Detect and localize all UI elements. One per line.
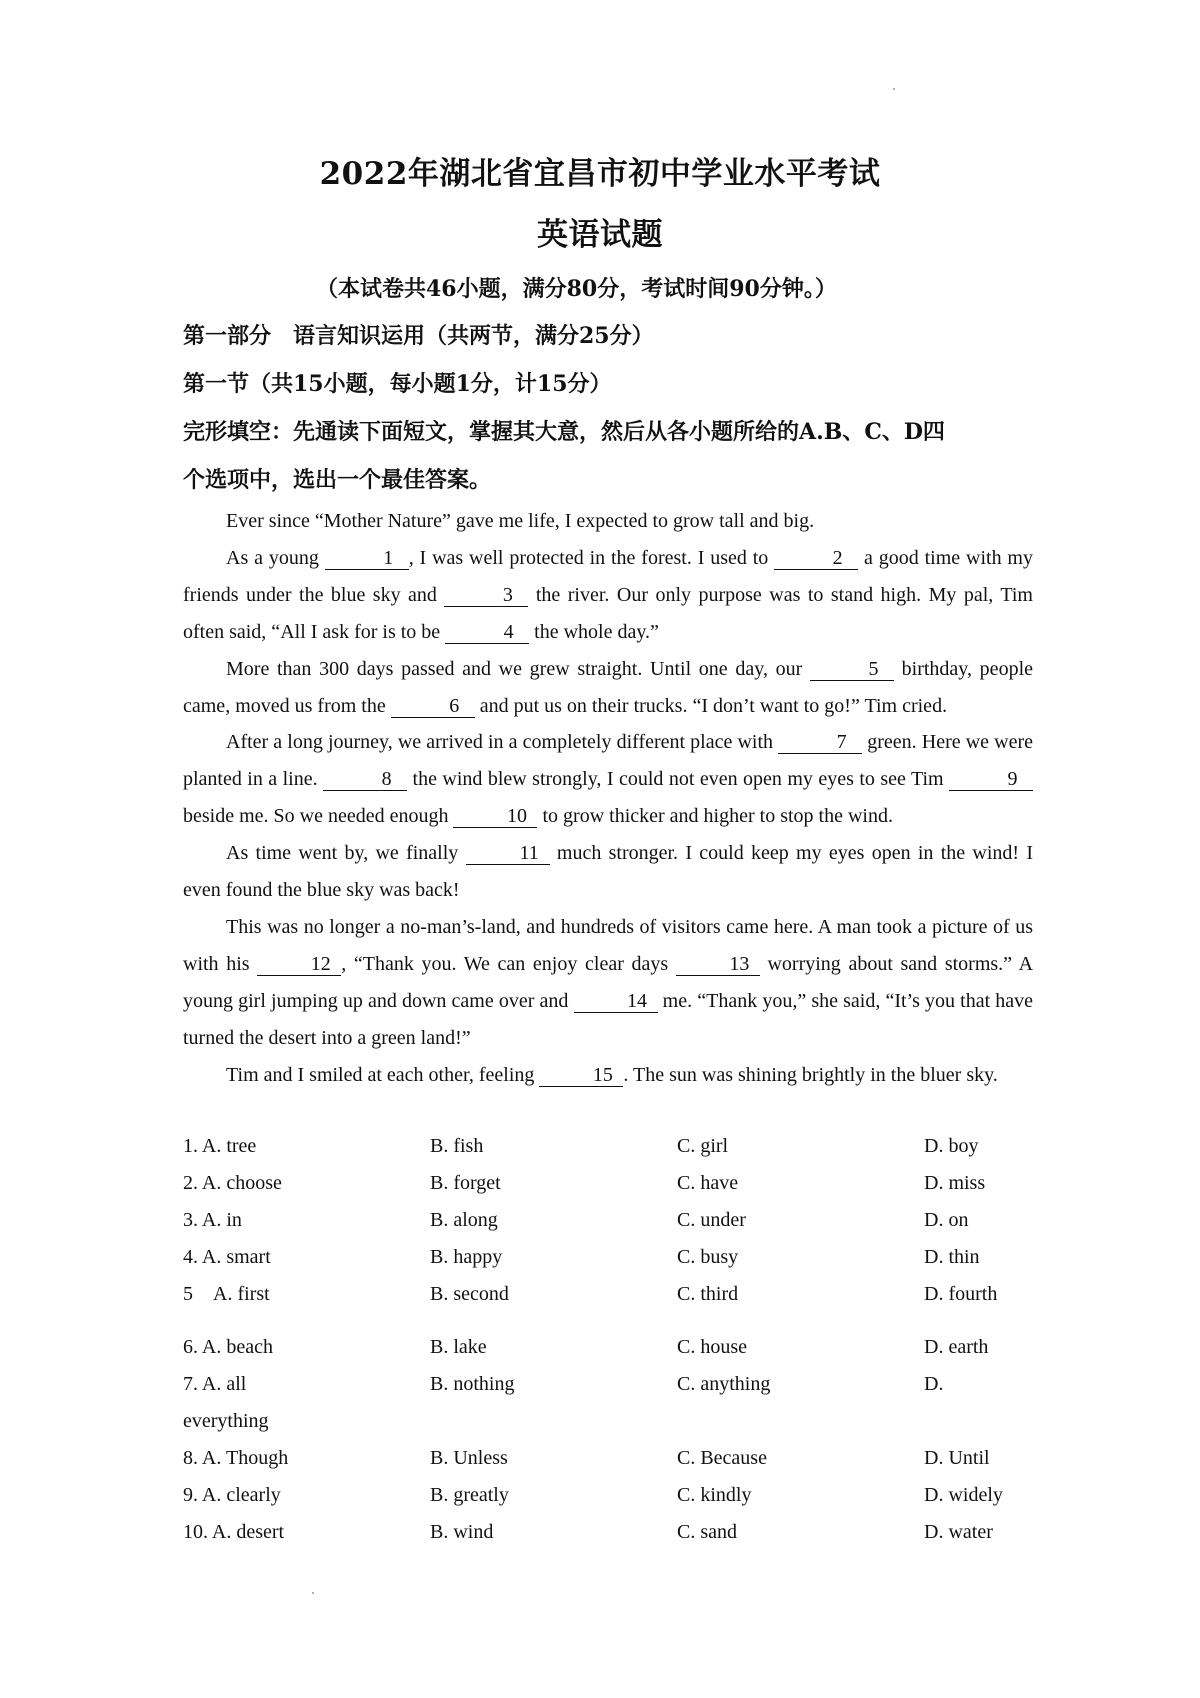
blank-1: 1 xyxy=(325,548,409,570)
option-d: D. thin xyxy=(924,1245,980,1268)
instruction-line-2: 个选项中，选出一个最佳答案。 xyxy=(183,467,492,493)
option-row xyxy=(183,1165,1043,1202)
option-a: 5 A. first xyxy=(183,1282,270,1305)
paragraph-3: More than 300 days passed and we grew straight. Until one day, our 5 birthday, people came, moved us from the 6 and put us on their trucks. “I don’t want to go!” Tim cried. xyxy=(183,657,1033,717)
option-d: D. miss xyxy=(924,1171,986,1194)
option-row xyxy=(183,1514,1043,1551)
option-c: C. have xyxy=(677,1171,739,1194)
option-a: 4. A. smart xyxy=(183,1245,271,1268)
option-c: C. anything xyxy=(677,1373,771,1396)
subject-title: 英语试题 xyxy=(537,217,663,253)
option-d-wrap: everything xyxy=(183,1410,269,1433)
paragraph-6: This was no longer a no-man’s-land, and hundreds of visitors came here. A man took a picture of us with his 12 , “Thank you. We can enjoy clear days 13 worrying about sand storms.” A young girl jumping up and down came over and 14 me. “Thank you,” she said, “It’s you that have turned the desert into a green land!” xyxy=(183,915,1034,1049)
option-a: 8. A. Though xyxy=(183,1447,289,1470)
option-d: D. water xyxy=(924,1520,993,1543)
option-d: D. fourth xyxy=(924,1282,998,1305)
option-d: D. earth xyxy=(924,1336,989,1359)
option-c: C. house xyxy=(677,1336,747,1359)
blank-5: 5 xyxy=(810,659,894,681)
option-row xyxy=(183,1403,1043,1440)
option-b: B. greatly xyxy=(430,1484,509,1507)
option-c: C. Because xyxy=(677,1447,767,1470)
blank-11: 11 xyxy=(466,843,550,865)
option-b: B. nothing xyxy=(430,1373,515,1396)
blank-9: 9 xyxy=(949,769,1033,791)
paragraph-5: As time went by, we finally 11 much stronger. I could keep my eyes open in the wind! I even found the blue sky was back! xyxy=(183,842,1034,902)
paragraph-7: Tim and I smiled at each other, feeling 15 . The sun was shining brightly in the bluer sky. xyxy=(226,1063,998,1086)
option-c: C. busy xyxy=(677,1245,739,1268)
option-d: D. xyxy=(924,1373,944,1396)
option-c: C. under xyxy=(677,1208,746,1231)
blank-13: 13 xyxy=(676,954,760,976)
section-title: 第一节（共15小题，每小题1分，计15分） xyxy=(183,371,612,397)
option-a: 3. A. in xyxy=(183,1208,242,1231)
option-a: 7. A. all xyxy=(183,1373,247,1396)
option-row xyxy=(183,1329,1043,1366)
option-a: 2. A. choose xyxy=(183,1171,282,1194)
option-d: D. boy xyxy=(924,1135,979,1157)
part-title: 第一部分 语言知识运用（共两节，满分25分） xyxy=(183,323,654,349)
option-b: B. lake xyxy=(430,1336,487,1359)
option-a: 1. A. tree xyxy=(183,1135,257,1157)
blank-8: 8 xyxy=(323,769,407,791)
blank-2: 2 xyxy=(774,548,858,570)
option-b: B. second xyxy=(430,1282,509,1305)
option-b: B. wind xyxy=(430,1520,494,1543)
option-c: C. third xyxy=(677,1282,739,1305)
option-row xyxy=(183,1202,1043,1239)
options-table xyxy=(183,1128,1043,1551)
option-row xyxy=(183,1276,1043,1313)
option-row xyxy=(183,1477,1043,1514)
option-c: C. kindly xyxy=(677,1484,752,1507)
paragraph-4: After a long journey, we arrived in a completely different place with 7 green. Here we were planted in a line. 8 the wind blew strongly, I could not even open my eyes to see Tim 9 beside me. So we needed enough 10 to grow thicker and higher to stop the wind. xyxy=(183,731,1034,828)
blank-4: 4 xyxy=(445,622,529,644)
blank-7: 7 xyxy=(778,732,862,754)
exam-info: （本试卷共46小题，满分80分，考试时间90分钟。） xyxy=(316,276,837,302)
option-b: B. forget xyxy=(430,1171,501,1194)
scan-speck xyxy=(893,88,895,90)
option-row xyxy=(183,1440,1043,1477)
option-a: 6. A. beach xyxy=(183,1336,273,1359)
option-d: D. on xyxy=(924,1208,969,1231)
option-b: B. happy xyxy=(430,1245,503,1268)
option-c: C. girl xyxy=(677,1135,729,1157)
option-b: B. along xyxy=(430,1208,498,1231)
blank-3: 3 xyxy=(444,585,528,607)
option-c: C. sand xyxy=(677,1520,737,1543)
option-row xyxy=(183,1239,1043,1276)
option-row xyxy=(183,1366,1043,1403)
cloze-passage xyxy=(183,503,1033,1094)
blank-15: 15 xyxy=(539,1065,623,1087)
option-b: B. Unless xyxy=(430,1447,508,1470)
option-d: D. widely xyxy=(924,1484,1003,1507)
option-b: B. fish xyxy=(430,1135,484,1157)
exam-title: 2022年湖北省宜昌市初中学业水平考试 xyxy=(319,156,881,192)
blank-12: 12 xyxy=(257,954,341,976)
blank-10: 10 xyxy=(453,806,537,828)
option-a: 9. A. clearly xyxy=(183,1484,281,1507)
paragraph-2: As a young 1 , I was well protected in the forest. I used to 2 a good time with my friends under the blue sky and 3 the river. Our only purpose was to stand high. My pal, Tim often said, “All I ask for is to be 4 the whole day.” xyxy=(183,546,1033,643)
blank-14: 14 xyxy=(574,991,658,1013)
scan-speck xyxy=(312,1592,314,1594)
option-a: 10. A. desert xyxy=(183,1520,285,1543)
paragraph-1: Ever since “Mother Nature” gave me life, I expected to grow tall and big. xyxy=(226,510,815,532)
instruction-line-1: 完形填空：先通读下面短文，掌握其大意，然后从各小题所给的A.B、C、D四 xyxy=(183,419,945,445)
option-row xyxy=(183,1128,1043,1165)
option-d: D. Until xyxy=(924,1447,990,1470)
blank-6: 6 xyxy=(391,696,475,718)
